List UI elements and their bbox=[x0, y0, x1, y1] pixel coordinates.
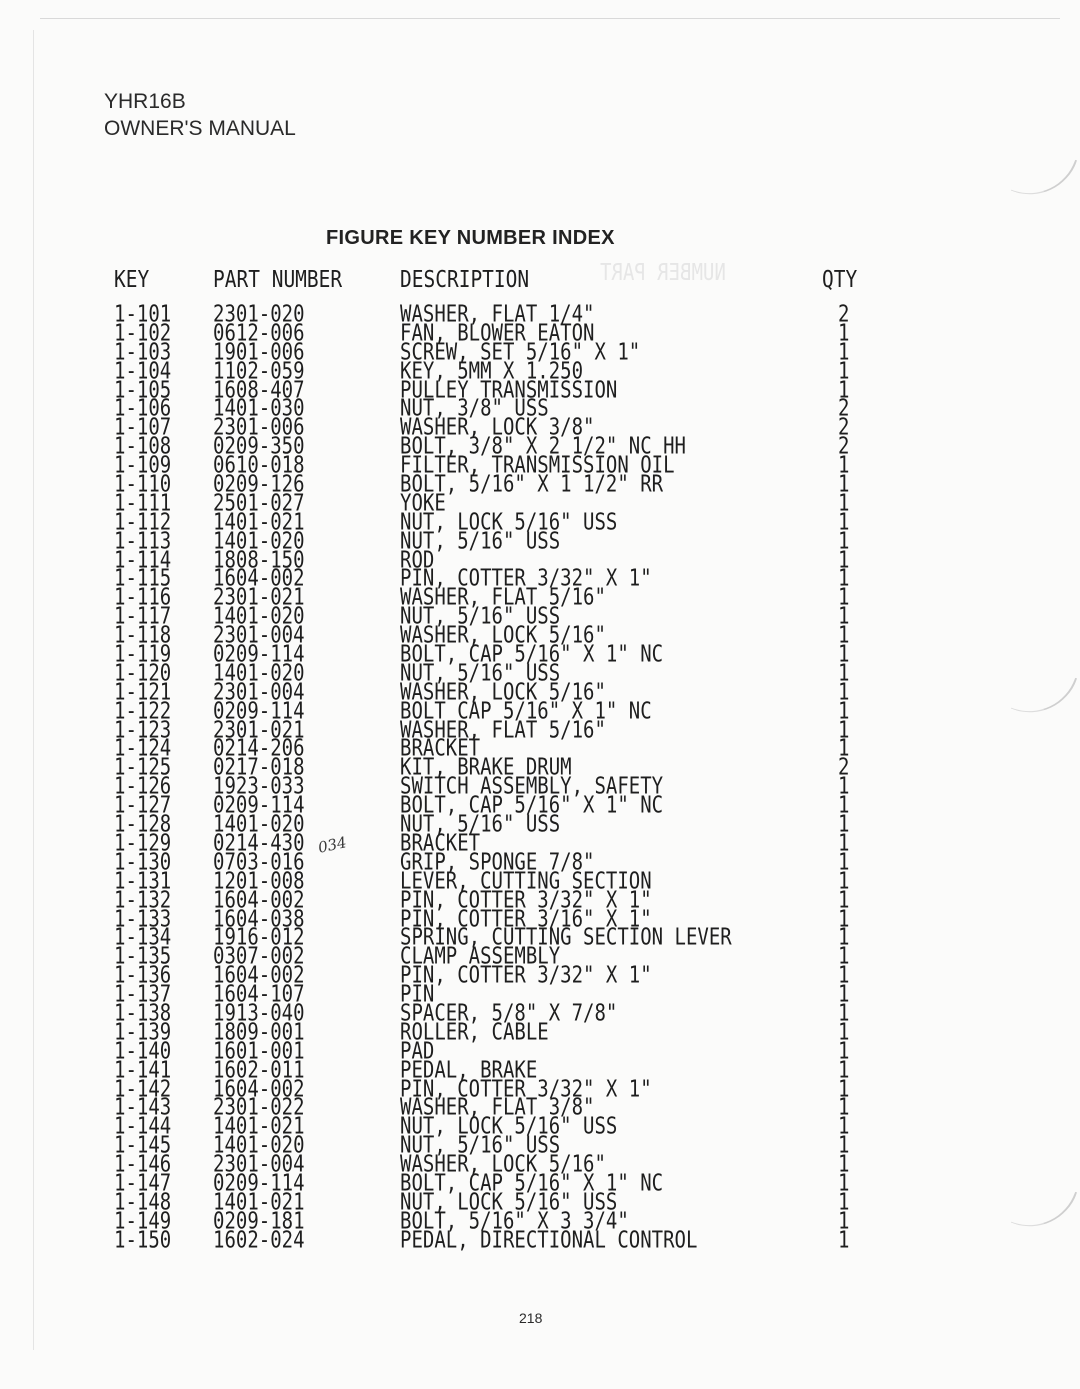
part-number-cell: 0214-206 bbox=[213, 735, 305, 762]
qty-cell: 1 bbox=[838, 546, 850, 573]
key-cell: 1-110 bbox=[114, 470, 172, 498]
qty-cell: 1 bbox=[838, 678, 850, 706]
description-cell: WASHER, LOCK 3/8" bbox=[400, 413, 595, 441]
qty-cell: 1 bbox=[838, 905, 850, 932]
description-cell: WASHER, FLAT 1/4" bbox=[400, 300, 595, 328]
qty-cell: 2 bbox=[838, 300, 850, 328]
part-number-cell: 1401-021 bbox=[213, 1188, 305, 1216]
key-cell: 1-115 bbox=[114, 565, 172, 592]
key-cell: 1-108 bbox=[114, 432, 172, 460]
qty-cell: 1 bbox=[838, 1188, 850, 1216]
description-cell: FILTER, TRANSMISSION OIL bbox=[400, 451, 675, 479]
qty-cell: 1 bbox=[838, 621, 850, 649]
description-cell: NUT, LOCK 5/16" USS bbox=[400, 508, 618, 536]
qty-cell: 1 bbox=[838, 376, 850, 403]
description-cell: NUT, 5/16" USS bbox=[400, 1131, 561, 1159]
qty-cell: 1 bbox=[838, 1037, 850, 1065]
key-cell: 1-111 bbox=[114, 489, 172, 517]
description-cell: NUT, 5/16" USS bbox=[400, 659, 561, 687]
description-cell: NUT, LOCK 5/16" USS bbox=[400, 1188, 618, 1216]
qty-cell: 1 bbox=[838, 886, 850, 914]
key-cell: 1-112 bbox=[114, 508, 172, 536]
document-header bbox=[104, 88, 296, 142]
key-cell: 1-142 bbox=[114, 1075, 172, 1102]
part-number-cell: 1604-002 bbox=[213, 1075, 305, 1102]
part-number-cell: 1401-020 bbox=[213, 659, 305, 687]
part-number-cell: 1604-107 bbox=[213, 980, 305, 1008]
paper-edge-top bbox=[40, 18, 1060, 19]
part-number-cell: 0209-114 bbox=[213, 791, 305, 819]
qty-cell: 2 bbox=[838, 432, 850, 460]
table-row bbox=[0, 1226, 1080, 1254]
description-cell: WASHER, FLAT 3/8" bbox=[400, 1093, 595, 1121]
description-cell: BOLT, CAP 5/16" X 1" NC bbox=[400, 640, 664, 668]
qty-cell: 1 bbox=[838, 697, 850, 725]
description-cell: CLAMP ASSEMBLY bbox=[400, 942, 561, 970]
key-cell: 1-130 bbox=[114, 848, 172, 876]
qty-cell: 1 bbox=[838, 772, 850, 800]
description-cell: BRACKET bbox=[400, 829, 481, 857]
description-cell: PEDAL, BRAKE bbox=[400, 1056, 538, 1084]
key-cell: 1-133 bbox=[114, 905, 172, 932]
qty-cell: 1 bbox=[838, 1093, 850, 1121]
key-cell: 1-127 bbox=[114, 791, 172, 819]
key-cell: 1-101 bbox=[114, 300, 172, 328]
key-cell: 1-145 bbox=[114, 1131, 172, 1159]
key-cell: 1-144 bbox=[114, 1112, 172, 1140]
part-number-cell: 2301-021 bbox=[213, 716, 305, 743]
qty-cell: 1 bbox=[838, 735, 850, 762]
qty-cell: 1 bbox=[838, 961, 850, 989]
qty-cell: 1 bbox=[838, 583, 850, 611]
qty-cell: 1 bbox=[838, 716, 850, 743]
key-cell: 1-116 bbox=[114, 583, 172, 611]
part-number-cell: 0217-018 bbox=[213, 753, 305, 781]
part-number-cell: 0209-350 bbox=[213, 432, 305, 460]
key-cell: 1-114 bbox=[114, 546, 172, 573]
description-cell: YOKE bbox=[400, 489, 446, 517]
qty-cell: 1 bbox=[838, 508, 850, 536]
key-cell: 1-135 bbox=[114, 942, 172, 970]
description-cell: PIN bbox=[400, 980, 435, 1008]
key-cell: 1-102 bbox=[114, 319, 172, 347]
qty-cell: 1 bbox=[838, 1226, 850, 1254]
description-cell: PIN, COTTER 3/32" X 1" bbox=[400, 1075, 652, 1102]
qty-cell: 1 bbox=[838, 867, 850, 895]
key-cell: 1-125 bbox=[114, 753, 172, 781]
key-cell: 1-105 bbox=[114, 376, 172, 403]
key-cell: 1-129 bbox=[114, 829, 172, 857]
column-header-key: KEY bbox=[114, 266, 150, 294]
description-cell: BOLT, 5/16" X 3 3/4" bbox=[400, 1207, 629, 1235]
key-cell: 1-150 bbox=[114, 1226, 172, 1254]
key-cell: 1-139 bbox=[114, 1018, 172, 1046]
qty-cell: 1 bbox=[838, 1056, 850, 1084]
description-cell: NUT, LOCK 5/16" USS bbox=[400, 1112, 618, 1140]
part-number-cell: 1913-040 bbox=[213, 999, 305, 1027]
description-cell: PEDAL, DIRECTIONAL CONTROL bbox=[400, 1226, 698, 1254]
part-number-cell: 1604-038 bbox=[213, 905, 305, 932]
punch-hole-top bbox=[1011, 143, 1077, 209]
model-name: YHR16B bbox=[104, 90, 186, 113]
key-cell: 1-109 bbox=[114, 451, 172, 479]
key-cell: 1-103 bbox=[114, 338, 172, 366]
key-cell: 1-107 bbox=[114, 413, 172, 441]
qty-cell: 1 bbox=[838, 659, 850, 687]
column-header-part-number: PART NUMBER bbox=[213, 266, 343, 294]
key-cell: 1-141 bbox=[114, 1056, 172, 1084]
qty-cell: 1 bbox=[838, 810, 850, 838]
key-cell: 1-126 bbox=[114, 772, 172, 800]
part-number-cell: 1401-020 bbox=[213, 1131, 305, 1159]
description-cell: PULLEY TRANSMISSION bbox=[400, 376, 618, 403]
qty-cell: 1 bbox=[838, 829, 850, 857]
part-number-cell: 2301-022 bbox=[213, 1093, 305, 1121]
part-number-cell: 2301-006 bbox=[213, 413, 305, 441]
part-number-cell: 1604-002 bbox=[213, 886, 305, 914]
description-cell: WASHER, LOCK 5/16" bbox=[400, 1150, 606, 1178]
qty-cell: 1 bbox=[838, 1018, 850, 1046]
qty-cell: 1 bbox=[838, 338, 850, 366]
key-cell: 1-143 bbox=[114, 1093, 172, 1121]
part-number-cell: 1604-002 bbox=[213, 565, 305, 592]
part-number-cell: 0209-126 bbox=[213, 470, 305, 498]
part-number-cell: 1602-024 bbox=[213, 1226, 305, 1254]
description-cell: BOLT, CAP 5/16" X 1" NC bbox=[400, 791, 664, 819]
page-title: FIGURE KEY NUMBER INDEX bbox=[326, 227, 615, 249]
description-cell: BOLT, CAP 5/16" X 1" NC bbox=[400, 1169, 664, 1197]
key-cell: 1-147 bbox=[114, 1169, 172, 1197]
key-cell: 1-118 bbox=[114, 621, 172, 649]
key-cell: 1-106 bbox=[114, 395, 172, 422]
description-cell: PIN, COTTER 3/32" X 1" bbox=[400, 565, 652, 592]
qty-cell: 2 bbox=[838, 753, 850, 781]
description-cell: WASHER, LOCK 5/16" bbox=[400, 678, 606, 706]
key-cell: 1-140 bbox=[114, 1037, 172, 1065]
description-cell: WASHER, FLAT 5/16" bbox=[400, 583, 606, 611]
description-cell: KIT, BRAKE DRUM bbox=[400, 753, 572, 781]
qty-cell: 1 bbox=[838, 942, 850, 970]
qty-cell: 1 bbox=[838, 451, 850, 479]
part-number-cell: 1401-020 bbox=[213, 602, 305, 630]
qty-cell: 1 bbox=[838, 489, 850, 517]
qty-cell: 1 bbox=[838, 1075, 850, 1102]
part-number-cell: 1401-030 bbox=[213, 395, 305, 422]
part-number-cell: 0209-114 bbox=[213, 1169, 305, 1197]
key-cell: 1-104 bbox=[114, 357, 172, 385]
qty-cell: 1 bbox=[838, 980, 850, 1008]
part-number-cell: 1602-011 bbox=[213, 1056, 305, 1084]
description-cell: SWITCH ASSEMBLY, SAFETY bbox=[400, 772, 664, 800]
description-cell: FAN, BLOWER EATON bbox=[400, 319, 595, 347]
part-number-cell: 2301-004 bbox=[213, 621, 305, 649]
description-cell: ROLLER, CABLE bbox=[400, 1018, 549, 1046]
column-header-qty: QTY bbox=[822, 266, 858, 294]
key-cell: 1-117 bbox=[114, 602, 172, 630]
part-number-cell: 2301-004 bbox=[213, 678, 305, 706]
part-number-cell: 1923-033 bbox=[213, 772, 305, 800]
part-number-cell: 1608-407 bbox=[213, 376, 305, 403]
part-number-cell: 1808-150 bbox=[213, 546, 305, 573]
key-cell: 1-134 bbox=[114, 923, 172, 951]
description-cell: BOLT CAP 5/16" X 1" NC bbox=[400, 697, 652, 725]
key-cell: 1-113 bbox=[114, 527, 172, 555]
bleed-through-text: NUMBER PART bbox=[600, 259, 726, 287]
key-cell: 1-124 bbox=[114, 735, 172, 762]
description-cell: WASHER, LOCK 5/16" bbox=[400, 621, 606, 649]
qty-cell: 1 bbox=[838, 1150, 850, 1178]
description-cell: BOLT, 3/8" X 2 1/2" NC HH bbox=[400, 432, 686, 460]
part-number-cell: 0307-002 bbox=[213, 942, 305, 970]
description-cell: BRACKET bbox=[400, 735, 481, 762]
qty-cell: 1 bbox=[838, 1169, 850, 1197]
part-number-cell: 1201-008 bbox=[213, 867, 305, 895]
part-number-cell: 1102-059 bbox=[213, 357, 305, 385]
qty-cell: 1 bbox=[838, 791, 850, 819]
qty-cell: 2 bbox=[838, 413, 850, 441]
key-cell: 1-122 bbox=[114, 697, 172, 725]
key-cell: 1-132 bbox=[114, 886, 172, 914]
description-cell: KEY, 5MM X 1.250 bbox=[400, 357, 584, 385]
qty-cell: 1 bbox=[838, 602, 850, 630]
qty-cell: 1 bbox=[838, 1207, 850, 1235]
part-number-cell: 0209-181 bbox=[213, 1207, 305, 1235]
manual-name: OWNER'S MANUAL bbox=[104, 117, 296, 140]
qty-cell: 2 bbox=[838, 395, 850, 422]
page-number: 218 bbox=[519, 1310, 543, 1326]
part-number-cell: 0209-114 bbox=[213, 697, 305, 725]
description-cell: NUT, 5/16" USS bbox=[400, 602, 561, 630]
qty-cell: 1 bbox=[838, 640, 850, 668]
key-cell: 1-138 bbox=[114, 999, 172, 1027]
key-cell: 1-128 bbox=[114, 810, 172, 838]
qty-cell: 1 bbox=[838, 527, 850, 555]
qty-cell: 1 bbox=[838, 357, 850, 385]
key-cell: 1-119 bbox=[114, 640, 172, 668]
part-number-cell: 1901-006 bbox=[213, 338, 305, 366]
parts-table bbox=[0, 300, 1080, 1254]
handwritten-note: 034 bbox=[316, 833, 349, 857]
part-number-cell: 1601-001 bbox=[213, 1037, 305, 1065]
part-number-cell: 1401-020 bbox=[213, 810, 305, 838]
part-number-cell: 1401-021 bbox=[213, 1112, 305, 1140]
column-header-description: DESCRIPTION bbox=[400, 266, 530, 294]
qty-cell: 1 bbox=[838, 1112, 850, 1140]
description-cell: ROD bbox=[400, 546, 435, 573]
part-number-cell: 0612-006 bbox=[213, 319, 305, 347]
key-cell: 1-131 bbox=[114, 867, 172, 895]
description-cell: SPACER, 5/8" X 7/8" bbox=[400, 999, 618, 1027]
description-cell: PIN, COTTER 3/32" X 1" bbox=[400, 961, 652, 989]
key-cell: 1-123 bbox=[114, 716, 172, 743]
qty-cell: 1 bbox=[838, 923, 850, 951]
description-cell: NUT, 3/8" USS bbox=[400, 395, 549, 422]
description-cell: PIN, COTTER 3/32" X 1" bbox=[400, 886, 652, 914]
key-cell: 1-136 bbox=[114, 961, 172, 989]
description-cell: BOLT, 5/16" X 1 1/2" RR bbox=[400, 470, 664, 498]
key-cell: 1-148 bbox=[114, 1188, 172, 1216]
description-cell: LEVER, CUTTING SECTION bbox=[400, 867, 652, 895]
qty-cell: 1 bbox=[838, 319, 850, 347]
part-number-cell: 2501-027 bbox=[213, 489, 305, 517]
description-cell: SPRING, CUTTING SECTION LEVER bbox=[400, 923, 732, 951]
key-cell: 1-121 bbox=[114, 678, 172, 706]
part-number-cell: 2301-004 bbox=[213, 1150, 305, 1178]
part-number-cell: 0703-016 bbox=[213, 848, 305, 876]
part-number-cell: 1916-012 bbox=[213, 923, 305, 951]
part-number-cell: 1809-001 bbox=[213, 1018, 305, 1046]
key-cell: 1-146 bbox=[114, 1150, 172, 1178]
description-cell: PAD bbox=[400, 1037, 435, 1065]
qty-cell: 1 bbox=[838, 848, 850, 876]
key-cell: 1-120 bbox=[114, 659, 172, 687]
key-cell: 1-137 bbox=[114, 980, 172, 1008]
part-number-cell: 1401-021 bbox=[213, 508, 305, 536]
description-cell: GRIP, SPONGE 7/8" bbox=[400, 848, 595, 876]
qty-cell: 1 bbox=[838, 999, 850, 1027]
qty-cell: 1 bbox=[838, 565, 850, 592]
key-cell: 1-149 bbox=[114, 1207, 172, 1235]
description-cell: WASHER, FLAT 5/16" bbox=[400, 716, 606, 743]
part-number-cell: 0214-430 bbox=[213, 829, 305, 857]
part-number-cell: 1401-020 bbox=[213, 527, 305, 555]
part-number-cell: 0209-114 bbox=[213, 640, 305, 668]
part-number-cell: 2301-020 bbox=[213, 300, 305, 328]
description-cell: NUT, 5/16" USS bbox=[400, 810, 561, 838]
qty-cell: 1 bbox=[838, 1131, 850, 1159]
description-cell: PIN, COTTER 3/16" X 1" bbox=[400, 905, 652, 932]
part-number-cell: 0610-018 bbox=[213, 451, 305, 479]
description-cell: NUT, 5/16" USS bbox=[400, 527, 561, 555]
qty-cell: 1 bbox=[838, 470, 850, 498]
part-number-cell: 2301-021 bbox=[213, 583, 305, 611]
part-number-cell: 1604-002 bbox=[213, 961, 305, 989]
description-cell: SCREW, SET 5/16" X 1" bbox=[400, 338, 641, 366]
